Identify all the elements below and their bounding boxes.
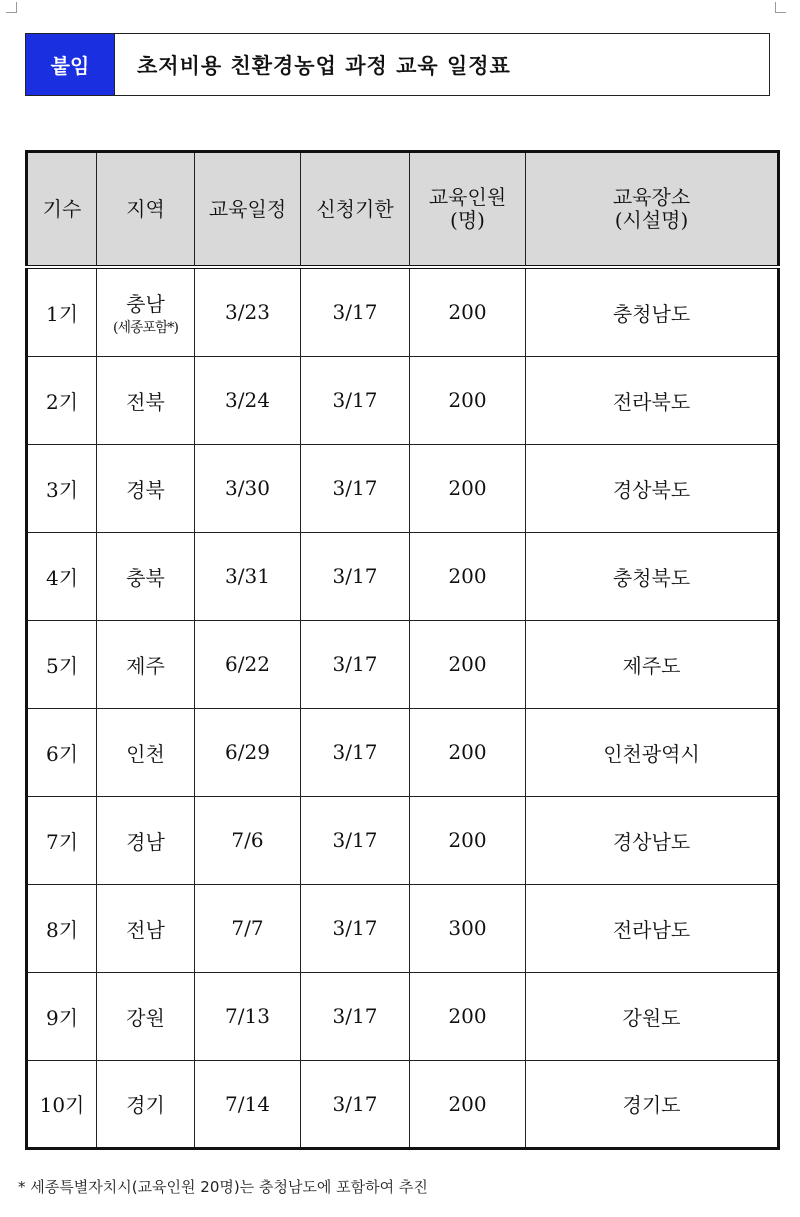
cell-term-text: 7기 [45, 829, 79, 854]
cell-count-text: 200 [448, 652, 487, 676]
cell-region [97, 444, 195, 532]
cell-deadline-text: 3/17 [332, 828, 378, 852]
cell-region-text: 경기 [126, 1093, 165, 1117]
cell-region-text: 제주 [126, 653, 165, 678]
table-row [27, 796, 779, 884]
cell-region [97, 884, 195, 972]
cell-region [97, 972, 195, 1060]
cell-venue-text: 충청북도 [612, 565, 691, 590]
table-header-row [27, 152, 779, 268]
cell-count [410, 444, 526, 532]
cell-deadline-text: 3/17 [332, 740, 378, 764]
cell-deadline [301, 972, 410, 1060]
cell-count-text: 200 [448, 828, 487, 852]
title-box [25, 33, 770, 96]
cell-region-text: 전남 [126, 917, 165, 942]
cell-date [195, 444, 301, 532]
cell-date-text: 7/13 [225, 1004, 270, 1028]
region-note: (세종포함*) [112, 319, 179, 336]
cell-deadline-text: 3/17 [332, 1091, 378, 1116]
cell-deadline [301, 444, 410, 532]
cell-term [27, 620, 97, 708]
cell-date-text: 6/22 [225, 652, 270, 676]
cell-deadline-text: 3/17 [332, 652, 378, 676]
cell-region-text: 경북 [126, 477, 165, 502]
cell-venue [526, 708, 779, 796]
header-region: 지역 [97, 152, 195, 268]
cell-count [410, 1060, 526, 1148]
cell-term [27, 884, 97, 972]
cell-venue [526, 532, 779, 620]
cell-date [195, 532, 301, 620]
cell-count-text: 200 [448, 388, 487, 412]
table-row [27, 356, 779, 444]
cell-venue-text: 인천광역시 [603, 741, 700, 766]
table-row [27, 884, 779, 972]
cell-region [97, 267, 195, 356]
cell-region [97, 708, 195, 796]
cell-count-text: 200 [448, 1004, 487, 1028]
cell-venue [526, 884, 779, 972]
cell-date-text: 7/14 [225, 1091, 270, 1116]
cell-term-text: 6기 [45, 741, 79, 766]
cell-term [27, 444, 97, 532]
cell-count [410, 708, 526, 796]
cell-term [27, 1060, 97, 1148]
table-row [27, 532, 779, 620]
document-title: 초저비용 친환경농업 과정 교육 일정표 [137, 53, 511, 78]
cell-date-text: 3/30 [225, 476, 270, 500]
header-date: 교육일정 [195, 152, 301, 268]
cell-region [97, 796, 195, 884]
cell-venue-text: 경상북도 [612, 477, 691, 502]
cell-deadline [301, 884, 410, 972]
cell-venue [526, 267, 779, 356]
cell-deadline-text: 3/17 [332, 916, 378, 940]
cell-count [410, 620, 526, 708]
table-row [27, 972, 779, 1060]
cell-date [195, 884, 301, 972]
cell-region [97, 532, 195, 620]
cell-venue [526, 356, 779, 444]
cell-date-text: 3/31 [225, 564, 270, 588]
cell-date [195, 708, 301, 796]
cell-deadline [301, 267, 410, 356]
cell-venue-text: 강원도 [622, 1005, 681, 1030]
cell-venue-text: 경상남도 [612, 829, 691, 854]
cell-count-text: 200 [448, 564, 487, 588]
cell-deadline [301, 708, 410, 796]
cell-region [97, 1060, 195, 1148]
page-corner-mark-right [775, 2, 786, 13]
cell-deadline-text: 3/17 [332, 476, 378, 500]
header-count: 교육인원 (명) [410, 152, 526, 268]
cell-venue-text: 제주도 [622, 653, 681, 678]
cell-venue-text: 전라남도 [612, 917, 691, 942]
cell-region-text: 경남 [126, 829, 165, 854]
header-term: 기수 [27, 152, 97, 268]
cell-venue [526, 1060, 779, 1148]
cell-term-text: 1기 [45, 301, 79, 326]
cell-count [410, 267, 526, 356]
cell-term-text: 4기 [45, 565, 79, 590]
page-corner-mark-left [6, 2, 17, 13]
cell-term-text: 8기 [45, 917, 79, 942]
header-venue: 교육장소 (시설명) [526, 152, 779, 268]
cell-term [27, 972, 97, 1060]
cell-count-text: 200 [448, 476, 487, 500]
cell-count [410, 532, 526, 620]
cell-count-text: 200 [448, 740, 487, 764]
cell-count [410, 356, 526, 444]
cell-venue-text: 전라북도 [612, 389, 691, 414]
cell-date-text: 3/23 [225, 300, 270, 325]
cell-deadline [301, 356, 410, 444]
cell-count [410, 796, 526, 884]
cell-deadline-text: 3/17 [332, 1004, 378, 1028]
cell-venue [526, 796, 779, 884]
cell-venue-text: 경기도 [622, 1093, 681, 1117]
cell-venue [526, 620, 779, 708]
cell-deadline-text: 3/17 [332, 564, 378, 588]
cell-date-text: 7/7 [231, 916, 264, 940]
cell-term [27, 708, 97, 796]
cell-region-text: 전북 [126, 389, 165, 414]
table-row [27, 708, 779, 796]
cell-deadline [301, 796, 410, 884]
header-deadline: 신청기한 [301, 152, 410, 268]
cell-term [27, 267, 97, 356]
cell-region-text: 인천 [126, 741, 165, 766]
cell-deadline [301, 1060, 410, 1148]
cell-term [27, 532, 97, 620]
cell-deadline [301, 620, 410, 708]
cell-date [195, 267, 301, 356]
cell-term-text: 9기 [45, 1005, 79, 1030]
cell-region-text: 충북 [126, 565, 165, 590]
cell-term-text: 10기 [39, 1093, 85, 1117]
attachment-badge: 붙임 [26, 34, 115, 95]
cell-date [195, 796, 301, 884]
cell-deadline-text: 3/17 [332, 388, 378, 412]
cell-date [195, 620, 301, 708]
cell-deadline-text: 3/17 [332, 300, 378, 325]
cell-term [27, 356, 97, 444]
cell-count [410, 884, 526, 972]
table-row [27, 620, 779, 708]
table-row [27, 444, 779, 532]
cell-date-text: 7/6 [231, 828, 264, 852]
cell-region [97, 620, 195, 708]
cell-venue [526, 972, 779, 1060]
table-row [27, 267, 779, 356]
cell-count-text: 200 [448, 1091, 487, 1116]
cell-date-text: 3/24 [225, 388, 270, 412]
cell-count-text: 200 [448, 300, 487, 325]
cell-region-text: 충남 [126, 291, 165, 316]
cell-term [27, 796, 97, 884]
cell-venue [526, 444, 779, 532]
cell-region-text: 강원 [126, 1005, 165, 1030]
schedule-table [25, 150, 780, 1150]
cell-venue-text: 충청남도 [612, 301, 691, 326]
cell-count-text: 300 [448, 916, 487, 940]
footnote: * 세종특별자치시(교육인원 20명)는 충청남도에 포함하여 추진 [18, 1178, 428, 1196]
table-row [27, 1060, 779, 1148]
cell-date-text: 6/29 [225, 740, 270, 764]
cell-deadline [301, 532, 410, 620]
cell-count [410, 972, 526, 1060]
cell-term-text: 5기 [45, 653, 79, 678]
cell-term-text: 3기 [45, 477, 79, 502]
cell-term-text: 2기 [45, 389, 79, 414]
cell-region [97, 356, 195, 444]
cell-date [195, 356, 301, 444]
cell-date [195, 972, 301, 1060]
cell-date [195, 1060, 301, 1148]
